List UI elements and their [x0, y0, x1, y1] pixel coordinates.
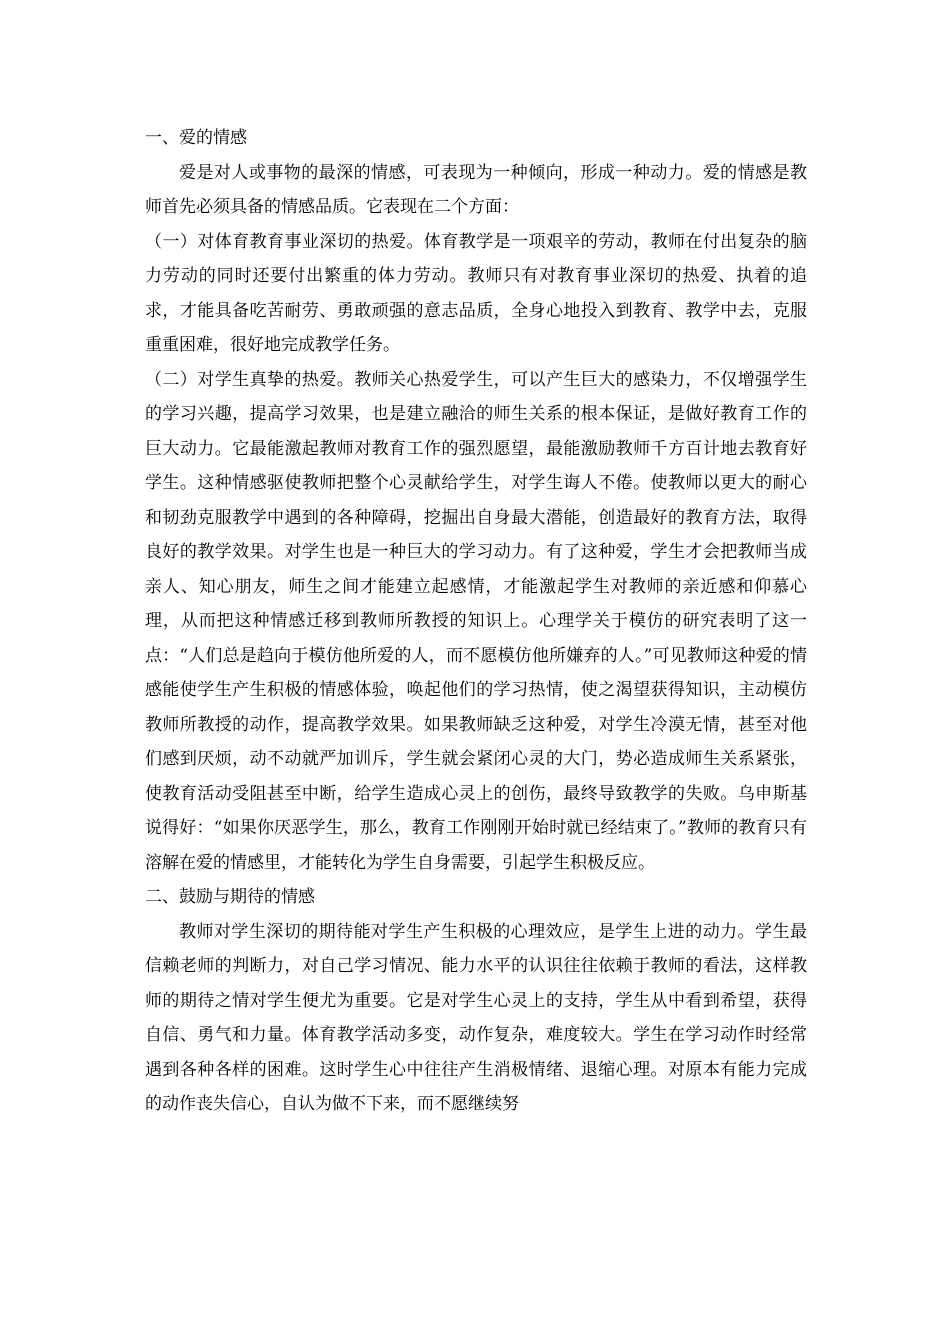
paragraph-love-intro: 爱是对人或事物的最深的情感，可表现为一种倾向，形成一种动力。爱的情感是教师首先必须具备的情感品质。它表现在二个方面：: [145, 162, 807, 217]
paragraph-love-career: （一）对体育教育事业深切的热爱。体育教学是一项艰辛的劳动，教师在付出复杂的脑力劳动的同时还要付出繁重的体力劳动。教师只有对教育事业深切的热爱、执着的追求，才能具备吃苦耐劳、勇敢顽强的意志品质，全身心地投入到教育、教学中去，克服重重困难，很好地完成教学任务。: [145, 231, 807, 355]
document-page: [145, 121, 807, 1122]
section-heading-encouragement: 二、鼓励与期待的情感: [145, 887, 315, 907]
paragraph-love-students: （二）对学生真挚的热爱。教师关心热爱学生，可以产生巨大的感染力，不仅增强学生的学习兴趣，提高学习效果，也是建立融洽的师生关系的根本保证，是做好教育工作的巨大动力。它最能激起教师对教育工作的强烈愿望，最能激励教师千方百计地去教育好学生。这种情感驱使教师把整个心灵献给学生，对学生诲人不倦。使教师以更大的耐心和韧劲克服教学中遇到的各种障碍，挖掘出自身最大潜能，创造最好的教育方法，取得良好的教学效果。对学生也是一种巨大的学习动力。有了这种爱，学生才会把教师当成亲人、知心朋友，师生之间才能建立起感情，才能激起学生对教师的亲近感和仰慕心理，从而把这种情感迁移到教师所教授的知识上。心理学关于模仿的研究表明了这一点：“人们总是趋向于模仿他所爱的人，而不愿模仿他所嫌弃的人。”可见教师这种爱的情感能使学生产生积极的情感体验，唤起他们的学习热情，使之渴望获得知识，主动模仿教师所教授的动作，提高教学效果。如果教师缺乏这种爱，对学生冷漠无情，甚至对他们感到厌烦，动不动就严加训斥，学生就会紧闭心灵的大门，势必造成师生关系紧张，使教育活动受阻甚至中断，给学生造成心灵上的创伤，最终导致教学的失败。乌申斯基说得好：“如果你厌恶学生，那么，教育工作刚刚开始时就已经结束了。”教师的教育只有溶解在爱的情感里，才能转化为学生自身需要，引起学生积极反应。: [145, 369, 807, 873]
section-heading-love: 一、爱的情感: [145, 128, 247, 148]
paragraph-encouragement: 教师对学生深切的期待能对学生产生积极的心理效应，是学生上进的动力。学生最信赖老师的判断力，对自己学习情况、能力水平的认识往往依赖于教师的看法，这样教师的期待之情对学生便尤为重要。它是对学生心灵上的支持，学生从中看到希望，获得自信、勇气和力量。体育教学活动多变，动作复杂，难度较大。学生在学习动作时经常遇到各种各样的困难。这时学生心中往往产生消极情绪、退缩心理。对原本有能力完成的动作丧失信心，自认为做不下来，而不愿继续努: [145, 921, 807, 1114]
